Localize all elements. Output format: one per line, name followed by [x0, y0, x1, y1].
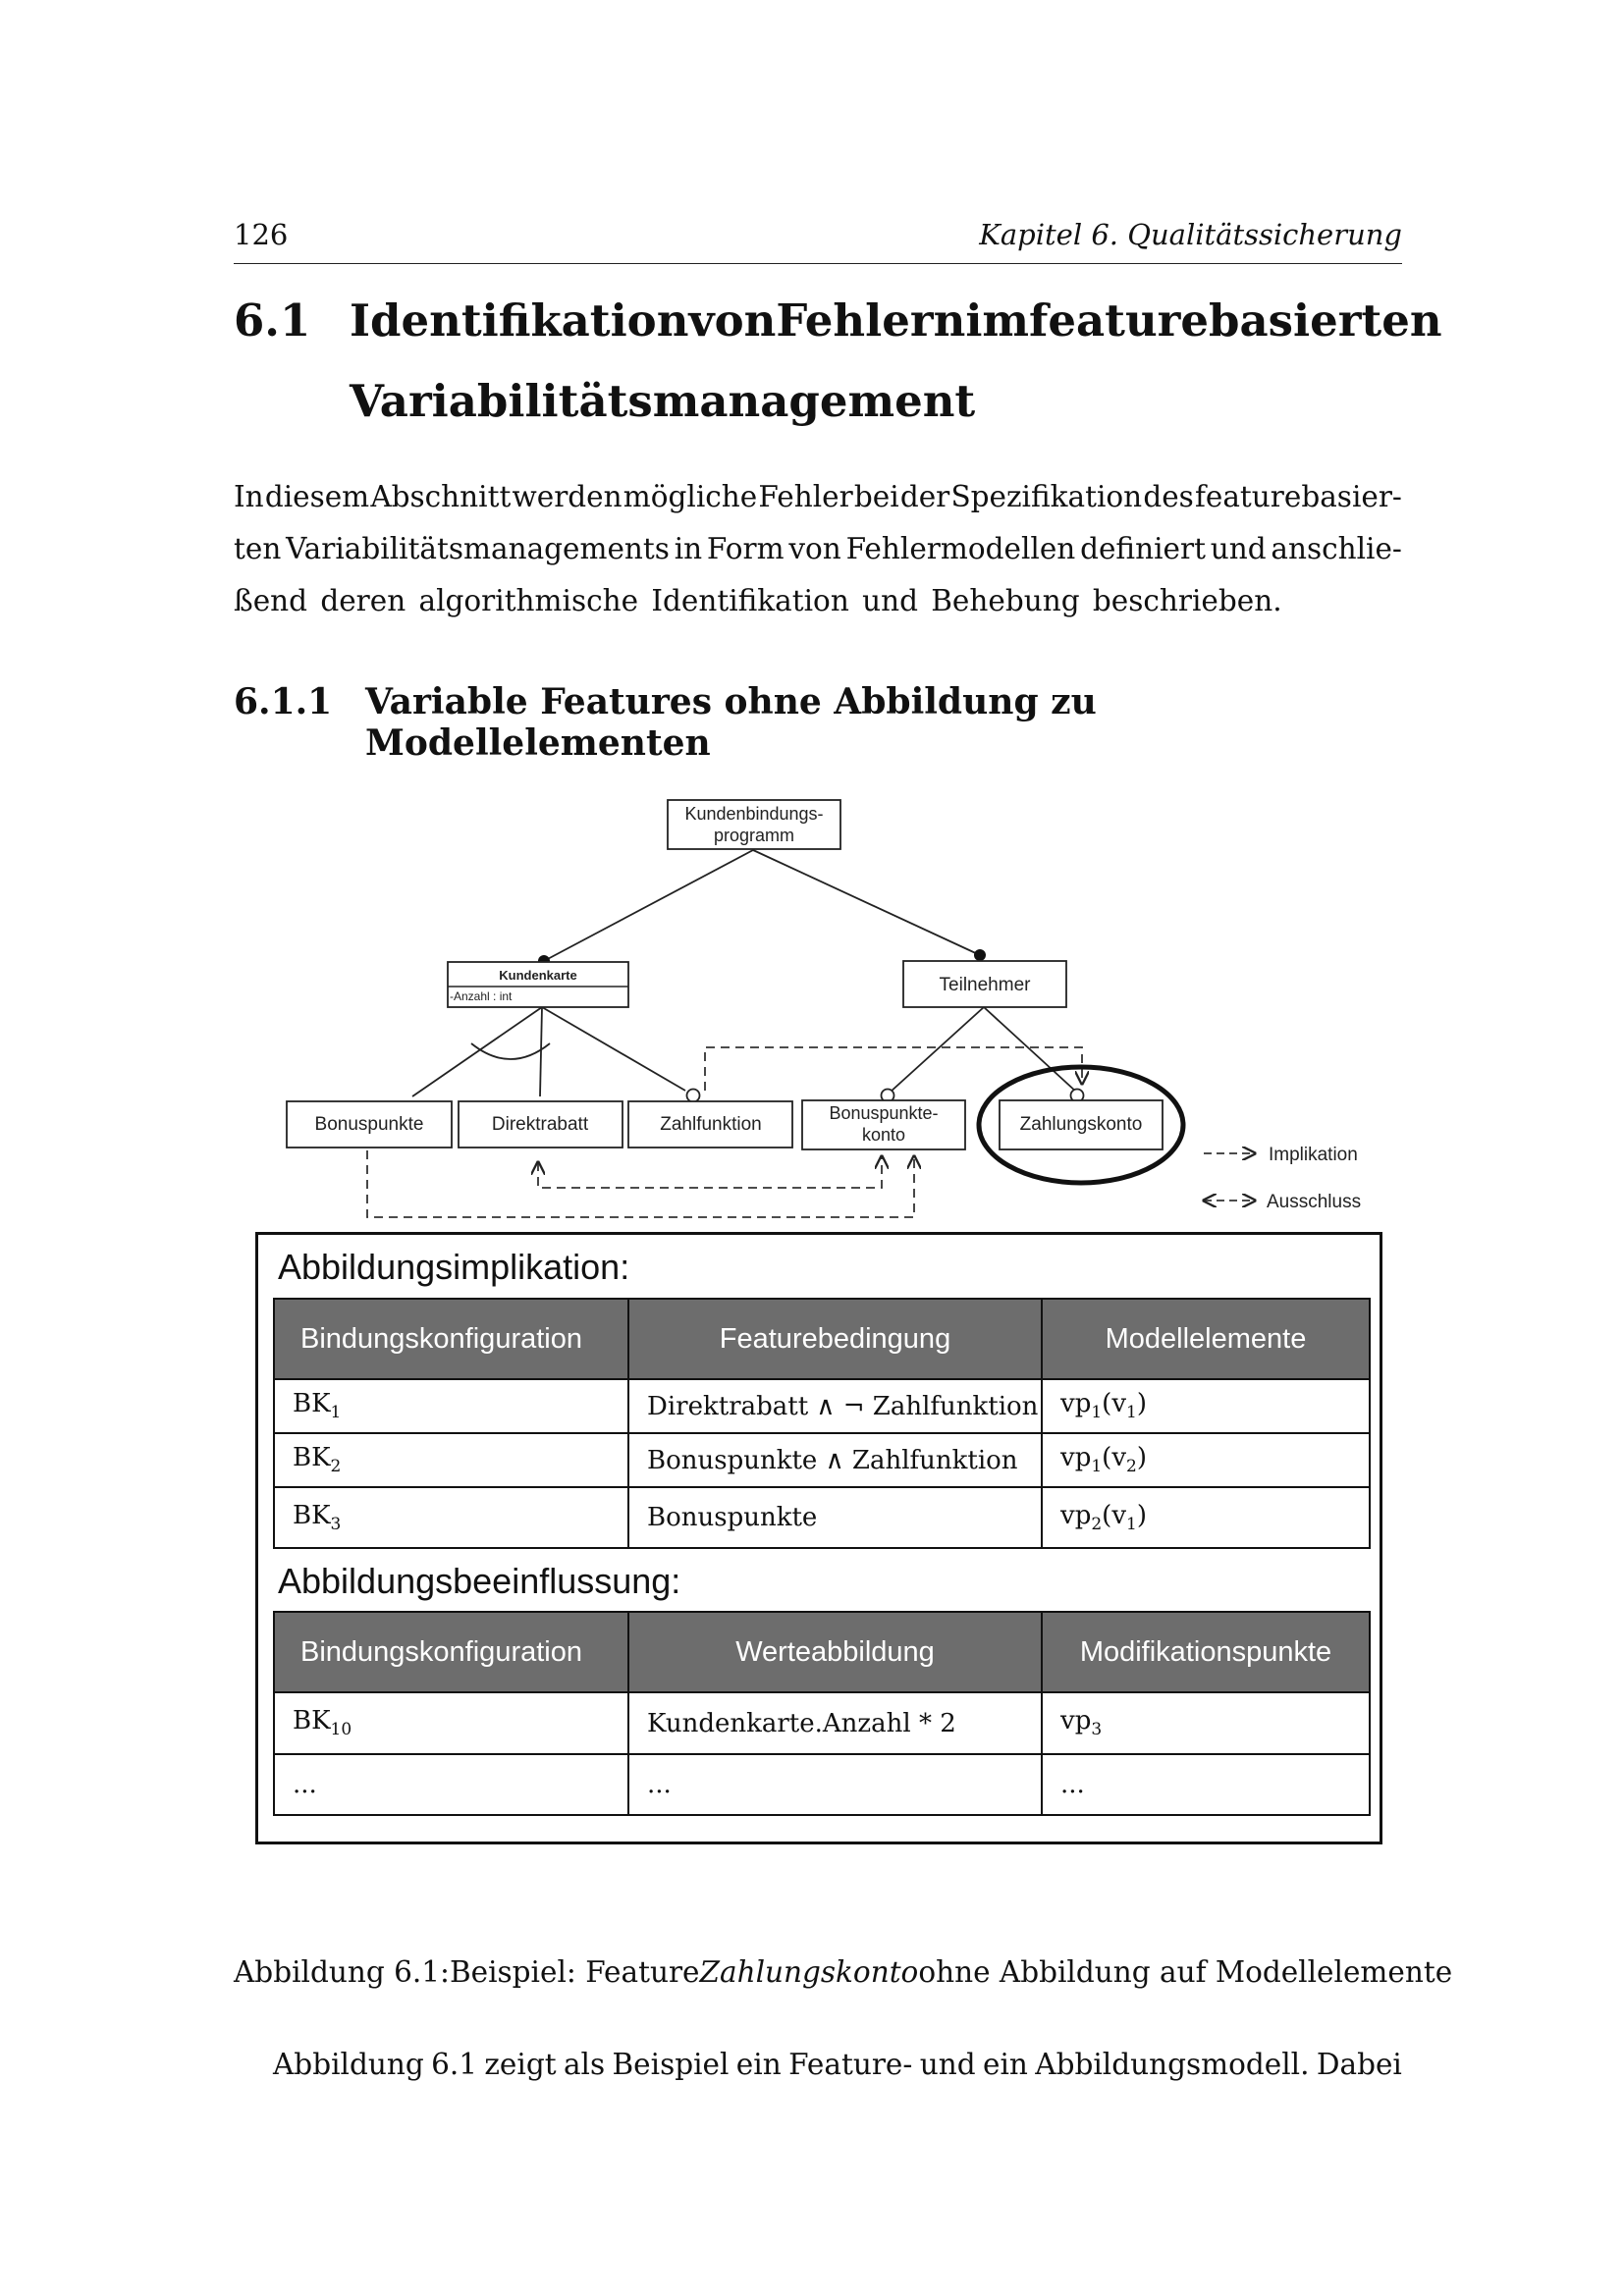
zahlungskonto-label: Zahlungskonto [1019, 1114, 1143, 1135]
legend-exclusion: Ausschluss [1267, 1192, 1362, 1212]
section-number: 6.1 [234, 294, 311, 347]
bk-cell: $BK_2$ [274, 1433, 628, 1487]
word: In [234, 480, 264, 513]
table-row [274, 1433, 1370, 1487]
caption-pre: Beispiel: Feature [449, 1955, 700, 1989]
chapter-title: Kapitel 6. Qualitätssicherung [979, 218, 1402, 251]
model-elements-cell: $vp_2(v_1)$ [1042, 1487, 1370, 1548]
subsection-number: 6.1.1 [234, 681, 333, 722]
figure-caption [234, 1955, 1453, 1989]
word: Abbildungsmodell. [1035, 2048, 1310, 2081]
word: mögliche [623, 480, 758, 513]
mapping-model-frame [255, 1232, 1382, 1844]
word: und [1210, 532, 1267, 565]
title-word: featurebasierten [1029, 294, 1442, 347]
page-number: 126 [234, 218, 289, 251]
caption-feature: Zahlungskonto [699, 1955, 919, 1989]
word: ein [983, 2048, 1028, 2081]
title-word: von [688, 294, 777, 347]
influence-title: Abbildungsbeeinflussung: [278, 1561, 681, 1601]
modification-point-cell: $vp_3$ [1042, 1692, 1370, 1754]
root-label-1: Kundenbindungs- [684, 804, 824, 824]
word: als [563, 2048, 606, 2081]
table-row [274, 1692, 1370, 1754]
table-row [274, 1487, 1370, 1548]
column-header: Bindungskonfiguration [274, 1299, 628, 1379]
table-row [274, 1379, 1370, 1433]
kundenkarte-label: Kundenkarte [499, 968, 577, 983]
word: Fehlermodellen [845, 532, 1076, 565]
word: und [919, 2048, 976, 2081]
condition-cell: Direktrabatt ∧ ¬ Zahlfunktion [628, 1379, 1042, 1433]
word: diesem [264, 480, 370, 513]
influence-table [273, 1611, 1371, 1816]
zahlfunktion-label: Zahlfunktion [660, 1114, 762, 1135]
bk-cell: $BK_{10}$ [274, 1692, 628, 1754]
subsection-title: Variable Features ohne Abbildung zu Modellelementen [365, 681, 1097, 764]
root-label-2: programm [713, 826, 795, 845]
column-header: Modellelemente [1042, 1299, 1370, 1379]
section-title-line2: Variabilitätsmanagement [350, 375, 976, 427]
optional-circle [687, 1090, 700, 1102]
word: 6.1 [431, 2048, 478, 2081]
word: featurebasier- [1194, 480, 1402, 513]
word: zeigt [484, 2048, 557, 2081]
bonuspunkte-label: Bonuspunkte [314, 1114, 424, 1135]
column-header: Featurebedingung [628, 1299, 1042, 1379]
word: bei [853, 480, 899, 513]
word: anschlie- [1271, 532, 1402, 565]
caption-label: Abbildung 6.1: [234, 1955, 450, 1989]
model-elements-cell: $vp_1(v_1)$ [1042, 1379, 1370, 1433]
column-header: Bindungskonfiguration [274, 1612, 628, 1692]
bk-cell: $BK_1$ [274, 1379, 628, 1433]
word: Dabei [1316, 2048, 1402, 2081]
condition-cell: Bonuspunkte [628, 1487, 1042, 1548]
word: algorithmische [418, 584, 639, 617]
ellipsis-cell: ... [628, 1754, 1042, 1815]
word: werden [512, 480, 623, 513]
bonuspunktekonto-label-1: Bonuspunkte- [829, 1103, 939, 1123]
column-header: Modifikationspunkte [1042, 1612, 1370, 1692]
condition-cell: Bonuspunkte ∧ Zahlfunktion [628, 1433, 1042, 1487]
word: in [674, 532, 703, 565]
word: von [788, 532, 841, 565]
word: ßend [234, 584, 308, 617]
implication-table [273, 1298, 1371, 1549]
word: Abschnitt [370, 480, 512, 513]
title-word: Identifikation [350, 294, 689, 347]
ellipsis-cell: ... [274, 1754, 628, 1815]
word: beschrieben. [1092, 584, 1282, 617]
word: Spezifikation [950, 480, 1143, 513]
word: und [862, 584, 918, 617]
kundenkarte-attribute: -Anzahl : int [450, 989, 513, 1003]
word: des [1143, 480, 1194, 513]
title-word: im [965, 294, 1030, 347]
table-header-row [274, 1612, 1370, 1692]
table-header-row [274, 1299, 1370, 1379]
word: deren [320, 584, 406, 617]
body-paragraph-line [273, 2048, 1402, 2081]
teilnehmer-label: Teilnehmer [939, 975, 1031, 995]
word: Identifikation [651, 584, 849, 617]
title-word: Fehlern [776, 294, 966, 347]
ellipsis-cell: ... [1042, 1754, 1370, 1815]
word: definiert [1080, 532, 1206, 565]
word: der [899, 480, 950, 513]
caption-post: ohne Abbildung auf Modellelemente [918, 1955, 1453, 1989]
implication-title: Abbildungsimplikation: [278, 1247, 630, 1287]
legend-implication: Implikation [1269, 1145, 1358, 1165]
word: Variabilitätsmanagements [286, 532, 670, 565]
table-row [274, 1754, 1370, 1815]
value-mapping-cell: Kundenkarte.Anzahl * 2 [628, 1692, 1042, 1754]
word: Feature- [788, 2048, 913, 2081]
mandatory-dot [974, 949, 986, 961]
bk-cell: $BK_3$ [274, 1487, 628, 1548]
word: Behebung [931, 584, 1080, 617]
bonuspunktekonto-label-2: konto [861, 1125, 906, 1145]
word: Abbildung [273, 2048, 424, 2081]
word: Beispiel [612, 2048, 730, 2081]
direktrabatt-label: Direktrabatt [491, 1114, 589, 1135]
word: ten [234, 532, 282, 565]
word: ein [735, 2048, 782, 2081]
word: Form [706, 532, 785, 565]
word: Fehler [758, 480, 853, 513]
column-header: Werteabbildung [628, 1612, 1042, 1692]
model-elements-cell: $vp_1(v_2)$ [1042, 1433, 1370, 1487]
